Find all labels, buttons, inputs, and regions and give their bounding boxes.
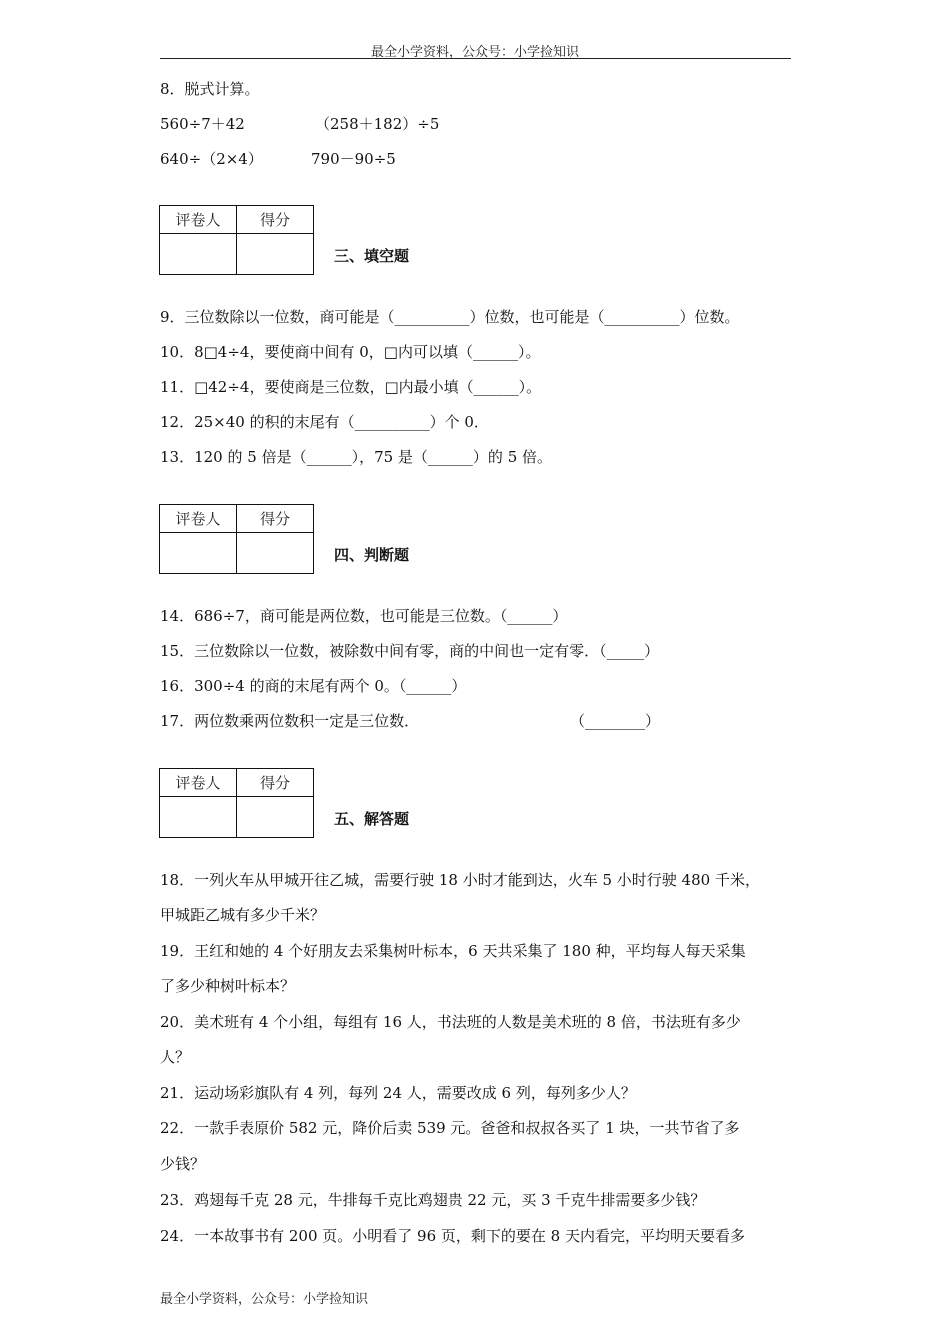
grader-table-section-4 [159, 504, 314, 574]
question-20: 20．美术班有 4 个小组，每组有 16 人，书法班的人数是美术班的 8 倍，书法班有多少 [160, 1013, 741, 1031]
grader-cell [160, 797, 237, 838]
score-cell [237, 533, 314, 574]
question-19: 19．王红和她的 4 个好朋友去采集树叶标本，6 天共采集了 180 种，平均每人每天采集 [160, 942, 746, 960]
question-11: 11．□42÷4，要使商是三位数，□内最小填（______）。 [160, 378, 542, 396]
header-divider [160, 58, 791, 59]
grader-table-section-3 [159, 205, 314, 275]
grader-cell [160, 533, 237, 574]
q8-expr-2: （258＋182）÷5 [315, 115, 440, 133]
q8-expr-3: 640÷（2×4） [160, 150, 263, 168]
section-4-title: 四、判断题 [334, 546, 410, 564]
question-16: 16．300÷4 的商的末尾有两个 0。（______） [160, 677, 467, 695]
score-cell [237, 234, 314, 275]
score-header: 得分 [237, 769, 314, 797]
question-13: 13．120 的 5 倍是（______），75 是（______）的 5 倍。 [160, 448, 553, 466]
score-header: 得分 [237, 505, 314, 533]
page-header: 最全小学资料，公众号：小学捡知识 [370, 45, 579, 60]
question-18: 18．一列火车从甲城开往乙城，需要行驶 18 小时才能到达，火车 5 小时行驶 480 千米， [160, 871, 760, 889]
score-cell [237, 797, 314, 838]
question-17: 17．两位数乘两位数积一定是三位数． [160, 712, 420, 730]
question-18-cont: 甲城距乙城有多少千米？ [160, 906, 326, 924]
score-header: 得分 [237, 206, 314, 234]
grader-header: 评卷人 [160, 769, 237, 797]
section-5-title: 五、解答题 [334, 810, 410, 828]
question-23: 23．鸡翅每千克 28 元，牛排每千克比鸡翅贵 22 元，买 3 千克牛排需要多少钱？ [160, 1191, 706, 1209]
question-22: 22．一款手表原价 582 元，降价后卖 539 元。爸爸和叔叔各买了 1 块，一共节省了多 [160, 1119, 740, 1137]
q8-title: 8．脱式计算。 [160, 80, 260, 98]
grader-table-section-5 [159, 768, 314, 838]
question-17-blank: （________） [570, 712, 661, 730]
grader-cell [160, 234, 237, 275]
question-10: 10．8□4÷4，要使商中间有 0，□内可以填（______）。 [160, 343, 541, 361]
section-3-title: 三、填空题 [334, 247, 410, 265]
question-20-cont: 人？ [160, 1048, 191, 1066]
q8-expr-4: 790－90÷5 [311, 150, 396, 168]
question-24: 24．一本故事书有 200 页。小明看了 96 页，剩下的要在 8 天内看完，平均明天要看多 [160, 1227, 745, 1245]
grader-header: 评卷人 [160, 505, 237, 533]
question-9: 9．三位数除以一位数，商可能是（__________）位数，也可能是（__________）位数。 [160, 308, 740, 326]
question-15: 15．三位数除以一位数，被除数中间有零，商的中间也一定有零．（_____） [160, 642, 660, 660]
question-22-cont: 少钱？ [160, 1155, 206, 1173]
grader-header: 评卷人 [160, 206, 237, 234]
question-12: 12．25×40 的积的末尾有（__________）个 0． [160, 413, 489, 431]
question-19-cont: 了多少种树叶标本？ [160, 977, 296, 995]
page-footer: 最全小学资料，公众号：小学捡知识 [160, 1292, 369, 1307]
question-21: 21．运动场彩旗队有 4 列，每列 24 人，需要改成 6 列，每列多少人？ [160, 1084, 636, 1102]
q8-expr-1: 560÷7＋42 [160, 115, 245, 133]
question-14: 14．686÷7，商可能是两位数，也可能是三位数。（______） [160, 607, 568, 625]
